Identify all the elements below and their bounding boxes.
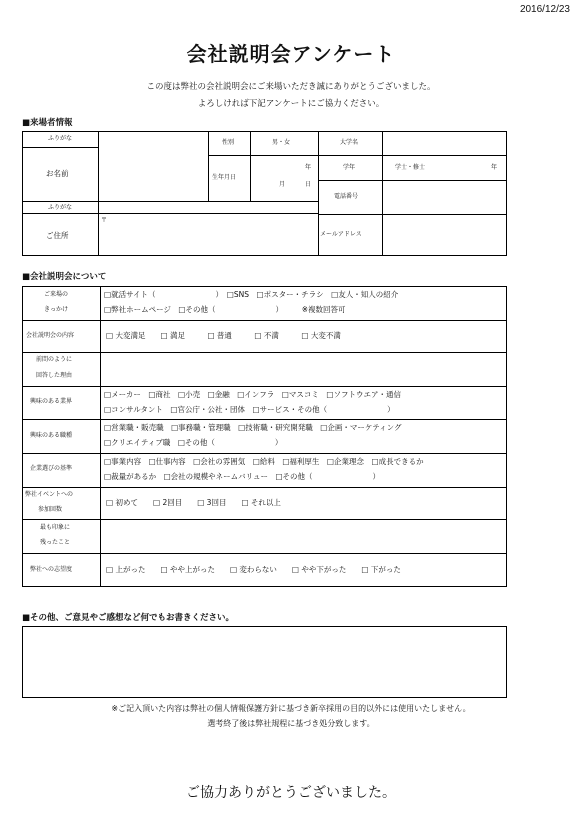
intro-line-1: この度は弊社の会社説明会にご来場いただき誠にありがとうございました。: [146, 82, 436, 92]
thanks-message: ご協力ありがとうございました。: [186, 785, 396, 801]
name-label: お名前: [46, 169, 69, 178]
comments-heading: ■その他、ご意見やご感想など何でもお書きください。: [22, 613, 235, 623]
industry-label: 興味のある業界: [30, 398, 73, 405]
address-label: ご住所: [46, 231, 69, 240]
privacy-note-1: ※ご記入頂いた内容は弊社の個人情報保護方針に基づき新卒採用の目的以外には使用いたしません。: [111, 704, 471, 713]
job-type-label: 興味のある職種: [30, 432, 73, 439]
industry-options-1[interactable]: □メーカー □商社 □小売 □金融 □インフラ □マスコミ □ソフトウエア・通信: [104, 390, 401, 399]
gender-label: 性別: [222, 139, 235, 146]
month-char: 月: [279, 181, 286, 188]
content-label: 会社説明会の内容: [26, 332, 75, 339]
grade-label: 学年: [343, 164, 356, 171]
grade-year-char: 年: [491, 164, 498, 171]
occasion-options-1[interactable]: □就活サイト（ ） □SNS □ポスター・チラシ □友人・知人の紹介: [104, 290, 399, 299]
year-char: 年: [305, 164, 312, 171]
criteria-options-1[interactable]: □事業内容 □仕事内容 □会社の雰囲気 □給料 □福利厚生 □企業理念 □成長できるか: [104, 457, 424, 466]
comments-box[interactable]: [22, 626, 507, 698]
reason-label-2: 回答した理由: [36, 372, 73, 379]
university-label: 大学名: [340, 139, 359, 146]
privacy-note-2: 選考終了後は弊社規程に基づき処分致します。: [207, 719, 375, 728]
visitor-section-heading: ■来場者情報: [22, 118, 73, 128]
impression-label-2: 残ったこと: [40, 539, 71, 546]
furigana-label-2: ふりがな: [48, 204, 73, 211]
aspiration-label: 弊社への志望度: [30, 566, 73, 573]
day-char: 日: [305, 181, 312, 188]
content-rating-options[interactable]: □ 大変満足 □ 満足 □ 普通 □ 不満 □ 大変不満: [106, 331, 341, 340]
birthdate-label: 生年月日: [212, 174, 237, 181]
postal-mark: 〒: [101, 217, 108, 224]
page-title: 会社説明会アンケート: [186, 42, 396, 66]
participation-label-1: 弊社イベントへの: [25, 491, 74, 498]
occasion-label-2: きっかけ: [44, 306, 69, 313]
gender-value: 男・女: [272, 139, 291, 146]
intro-line-2: よろしければ下記アンケートにご協力ください。: [197, 99, 385, 109]
phone-label: 電話番号: [334, 193, 359, 200]
degree-value: 学士・修士: [395, 164, 426, 171]
impression-label-1: 最も印象に: [40, 524, 71, 531]
occasion-label-1: ご来場の: [44, 291, 69, 298]
industry-options-2[interactable]: □コンサルタント □官公庁・公社・団体 □サービス・その他（ ）: [104, 405, 395, 414]
criteria-options-2[interactable]: □裁量があるか □会社の規模やネームバリュー □その他（ ）: [104, 472, 381, 481]
seminar-section-heading: ■会社説明会について: [22, 272, 107, 282]
participation-label-2: 参加回数: [38, 506, 63, 513]
criteria-label: 企業選びの基準: [30, 465, 73, 472]
aspiration-options[interactable]: □ 上がった □ やや上がった □ 変わらない □ やや下がった □ 下がった: [106, 565, 401, 574]
date-stamp: 2016/12/23: [519, 4, 570, 15]
reason-label-1: 前問のように: [36, 356, 73, 363]
email-label: メールアドレス: [320, 231, 362, 238]
occasion-options-2[interactable]: □弊社ホームページ □その他（ ） ※複数回答可: [104, 305, 346, 314]
job-type-options-1[interactable]: □営業職・販売職 □事務職・管理職 □技術職・研究開発職 □企画・マーケティング: [104, 423, 402, 432]
job-type-options-2[interactable]: □クリエイティブ職 □その他（ ）: [104, 438, 283, 447]
participation-options[interactable]: □ 初めて □ 2回目 □ 3回目 □ それ以上: [106, 498, 281, 507]
furigana-label: ふりがな: [48, 135, 73, 142]
